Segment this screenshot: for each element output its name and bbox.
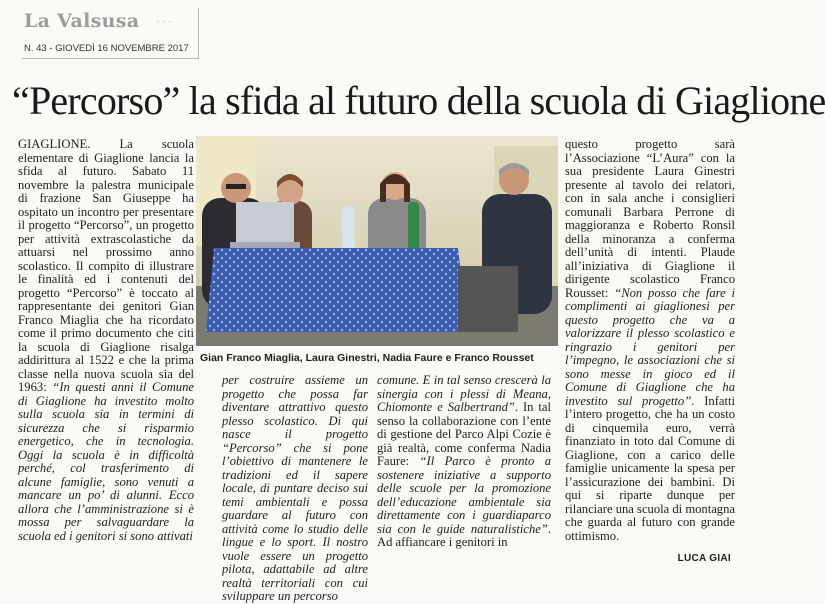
issue-line: N. 43 - GIOVEDÌ 16 NOVEMBRE 2017 (24, 43, 189, 54)
column-quote: per costruire assieme un progetto che possa far diventare attrattivo questo plesso scolastico. Di qui nasce il progetto “Percorso” che si pone l’obiettivo di mantenere le tradizioni ed il sapere locale, di puntare deciso sui temi ambientali e possa guardare al futuro con attività come lo studio delle lingue e lo sport. Il nostro vuole essere un progetto pilota, adattabile ad altre realtà territoriali con cui sviluppare un percorso (222, 373, 368, 603)
newspaper-name: La Valsusa (24, 10, 140, 32)
column-text: questo progetto sarà l’Associazione “L’Aura” con la sua presidente Laura Ginestri presente al tavolo dei relatori, con in sala anche i consiglieri comunali Barbara Perrone di maggioranza e Roberto Ronsil della minoranza a conferma dell’unità di intenti. Plaude all’iniziativa di Giaglione il dirigente scolastico Franco Rousset: (565, 137, 735, 300)
photo-caption: Gian Franco Miaglia, Laura Ginestri, Nadia Faure e Franco Rousset (200, 352, 534, 364)
author-byline: LUCA GIAI (677, 553, 731, 564)
column-quote: “In questi anni il Comune di Giaglione ha investito molto sulla scuola sia in termini di sicurezza che si risparmio energetico, che in tecnologia. Oggi la scuola è in difficoltà perché, col trasferimento di alcune famiglie, sono venuti a mancare un po’ di alunni. Ecco allora che l’amministrazione si è mossa per salvaguardare la scuola ed i genitori si sono attivati (18, 380, 194, 543)
column-text: . In tal senso la collaborazione con l’ente di gestione del Parco Alpi Cozie è già realtà, come conferma Nadia Faure: (377, 400, 551, 468)
masthead-ornament: · · · (156, 18, 172, 26)
column-quote: “Il Parco è pronto a sostenere iniziative a supporto delle scuole per la promozione dell’educazione ambientale sia direttamente con i guardiaparco sia con le guide naturalistiche” (377, 454, 552, 536)
article-column-3 (377, 374, 551, 550)
column-text: . Ad affiancare i genitori in (377, 521, 551, 549)
column-text: GIAGLIONE. La scuola elementare di Giaglione lancia la sfida al futuro. Sabato 11 novembre la palestra municipale di frazione San Giuseppe ha ospitato un incontro per presentare il progetto “Percorso”, un progetto per attività extrascolastiche da attuarsi nel prossimo anno scolastico. Il compito di illustrare le finalità ed i contenuti del progetto “Percorso” è toccato al rappresentante dei genitori Gian Franco Miaglia che ha ricordato come il primo documento che citi la scuola di Giaglione risalga addirittura al 1522 e che la prima classe nella nuova scuola sia del 1963: (18, 137, 194, 394)
column-text: . Infatti l’intero progetto, che ha un costo di cinquemila euro, verrà finanziato in toto dal Comune di Giaglione, con a carico delle famiglie unicamente la spesa per l’assicurazione dei bambini. Di qui si riparte dunque per rilanciare una scuola di montagna che guarda al futuro con grande ottimismo. (565, 393, 735, 543)
meeting-photo (196, 136, 558, 346)
column-quote: “Non posso che fare i complimenti ai giaglionesi per questo progetto che va a valorizzare il plesso scolastico e ringrazio i genitori per l’impegno, le associazioni che si sono messe in gioco ed il Comune di Giaglione che ha investito sul progetto” (565, 285, 735, 408)
article-headline: “Percorso” la sfida al futuro della scuola di Giaglione (12, 78, 825, 123)
masthead (22, 8, 199, 59)
article-column-2 (222, 374, 368, 604)
article-column-1 (18, 138, 194, 543)
article-column-4 (565, 138, 735, 543)
column-quote: comune. E in tal senso crescerà la sinergia con i plessi di Meana, Chiomonte e Salbertrand” (377, 373, 551, 414)
article-photo (196, 136, 558, 346)
